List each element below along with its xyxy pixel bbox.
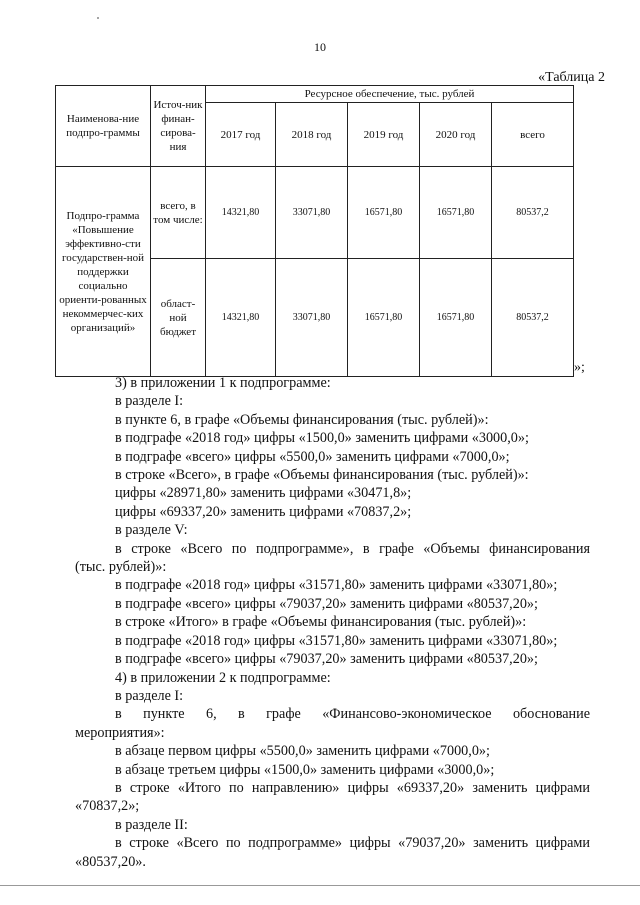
program-name-cell: Подпро-грамма «Повышение эффективно-сти государствен-ной поддержки социально ориенти-рованных некоммерчес-ких организаций» — [56, 167, 151, 377]
page-number: 10 — [314, 40, 326, 54]
col-source-header: Источ-ник финан-сирова-ния — [151, 86, 206, 167]
paragraph-line: в абзаце третьем цифры «1500,0» заменить цифрами «3000,0»; — [115, 761, 495, 778]
document-body — [75, 374, 590, 871]
paragraph-line: цифры «69337,20» заменить цифрами «70837,2»; — [115, 503, 412, 520]
paragraph-line: цифры «28971,80» заменить цифрами «30471,8»; — [115, 485, 412, 502]
value-cell: 16571,80 — [348, 167, 420, 259]
table-header-row — [56, 86, 574, 103]
paragraph-line: в подграфе «2018 год» цифры «31571,80» заменить цифрами «33071,80»; — [115, 577, 558, 594]
year-header: 2018 год — [276, 103, 348, 167]
paragraph-line: в разделе I: — [115, 393, 184, 410]
value-cell: 14321,80 — [206, 167, 276, 259]
paragraph-line: «80537,20». — [75, 853, 146, 870]
value-cell: 80537,2 — [492, 167, 574, 259]
paragraph-line: в пункте 6, в графе «Объемы финансирования (тыс. рублей)»: — [115, 411, 489, 428]
paragraph-line: в подграфе «2018 год» цифры «1500,0» заменить цифрами «3000,0»; — [115, 430, 529, 447]
paragraph-line: в подграфе «2018 год» цифры «31571,80» заменить цифрами «33071,80»; — [115, 632, 558, 649]
scan-edge-line — [0, 885, 640, 886]
paragraph-line: в абзаце первом цифры «5500,0» заменить цифрами «7000,0»; — [115, 743, 490, 760]
year-header: 2020 год — [420, 103, 492, 167]
paragraph-line: в пункте 6, в графе «Финансово-экономическое обоснование — [115, 706, 590, 723]
value-cell: 80537,2 — [492, 259, 574, 377]
paragraph-line: в подграфе «всего» цифры «79037,20» заменить цифрами «80537,20»; — [115, 595, 538, 612]
paragraph-line: в строке «Всего», в графе «Объемы финансирования (тыс. рублей)»: — [115, 467, 529, 484]
paragraph-line: в подграфе «всего» цифры «5500,0» заменить цифрами «7000,0»; — [115, 448, 510, 465]
resource-header: Ресурсное обеспечение, тыс. рублей — [206, 86, 574, 103]
value-cell: 16571,80 — [420, 259, 492, 377]
paragraph-line: 3) в приложении 1 к подпрограмме: — [115, 375, 331, 391]
value-cell: 16571,80 — [420, 167, 492, 259]
paragraph-line: в строке «Итого» в графе «Объемы финансирования (тыс. рублей)»: — [115, 614, 527, 631]
paragraph-line: в строке «Всего по подпрограмме» цифры «79037,20» заменить цифрами — [115, 835, 590, 852]
paragraph-line: (тыс. рублей)»: — [75, 559, 167, 576]
scan-speck — [97, 17, 99, 19]
paragraph-line: мероприятия»: — [75, 724, 165, 741]
paragraph-line: «70837,2»; — [75, 798, 140, 815]
value-cell: 33071,80 — [276, 167, 348, 259]
paragraph-line: в строке «Итого по направлению» цифры «69337,20» заменить цифрами — [115, 779, 590, 796]
year-header: 2017 год — [206, 103, 276, 167]
paragraph-line: в подграфе «всего» цифры «79037,20» заменить цифрами «80537,20»; — [115, 651, 538, 668]
table-close-quote: »; — [574, 360, 585, 375]
table-caption: «Таблица 2 — [538, 70, 605, 85]
paragraph-line: в разделе V: — [115, 522, 188, 539]
value-cell: 16571,80 — [348, 259, 420, 377]
paragraph-line: в разделе I: — [115, 687, 184, 704]
total-header: всего — [492, 103, 574, 167]
paragraph-line: 4) в приложении 2 к подпрограмме: — [115, 669, 331, 686]
resource-table — [55, 85, 574, 377]
value-cell: 33071,80 — [276, 259, 348, 377]
table-row — [56, 167, 574, 259]
source-cell: област-ной бюджет — [151, 259, 206, 377]
year-header: 2019 год — [348, 103, 420, 167]
value-cell: 14321,80 — [206, 259, 276, 377]
paragraph-line: в разделе II: — [115, 816, 188, 833]
source-cell: всего, в том числе: — [151, 167, 206, 259]
paragraph-line: в строке «Всего по подпрограмме», в графе «Объемы финансирования — [115, 540, 590, 557]
col-name-header: Наименова-ние подпро-граммы — [56, 86, 151, 167]
